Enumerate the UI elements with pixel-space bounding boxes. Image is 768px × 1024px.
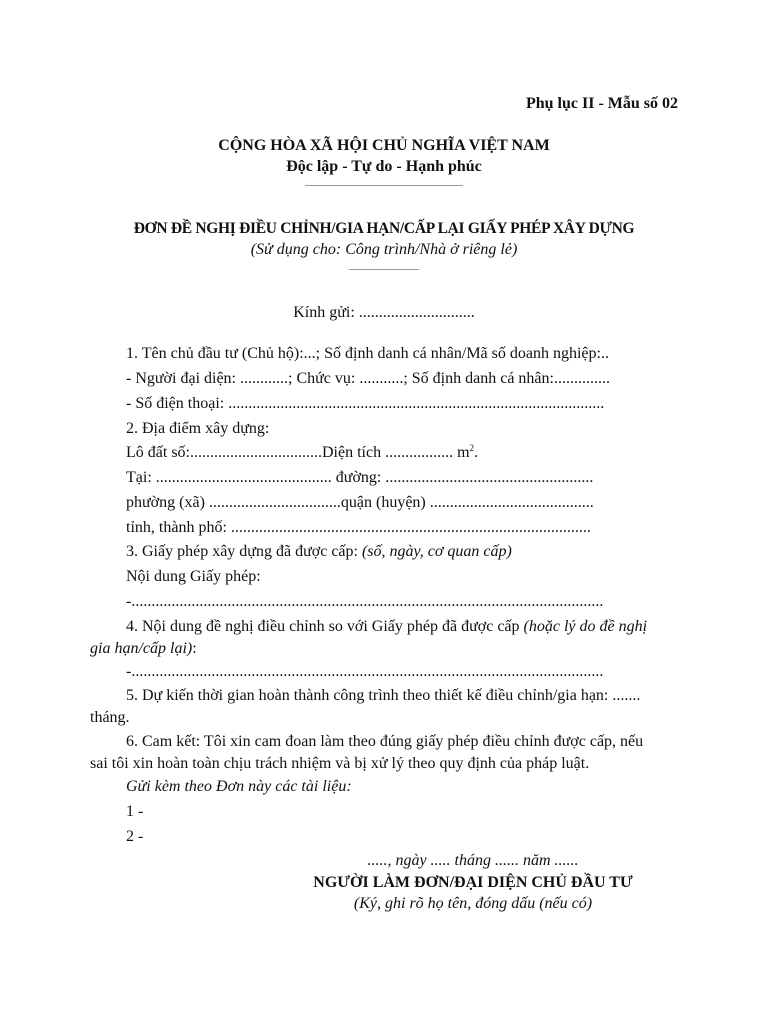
province-line: tỉnh, thành phố: .......................................................................................... bbox=[126, 519, 591, 536]
nation-motto: Độc lập - Tự do - Hạnh phúc bbox=[286, 158, 482, 175]
adjustment-dots: -...................................................................................................................... bbox=[126, 663, 604, 680]
attachment-2: 2 - bbox=[126, 828, 144, 845]
ward-district-line: phường (xã) .................................quận (huyện) ......................................... bbox=[126, 494, 594, 511]
permit-content-dots: -...................................................................................................................... bbox=[126, 593, 604, 610]
form-title: ĐƠN ĐỀ NGHỊ ĐIỀU CHỈNH/GIA HẠN/CẤP LẠI GIẤY PHÉP XÂY DỰNG bbox=[133, 220, 635, 237]
location-heading: 2. Địa điểm xây dựng: bbox=[126, 420, 270, 437]
plot-line: Lô đất số:.................................Diện tích ................. $m^2$. bbox=[126, 443, 479, 461]
phone-line: - Số điện thoại: .............................................................................................. bbox=[126, 395, 605, 412]
signature-note: (Ký, ghi rõ họ tên, đóng dấu (nếu có) bbox=[353, 895, 593, 912]
attachments-label: Gửi kèm theo Đơn này các tài liệu: bbox=[126, 778, 352, 795]
subtitle-underline bbox=[349, 269, 419, 270]
motto-underline bbox=[305, 185, 463, 186]
permit-line: 3. Giấy phép xây dựng đã được cấp: (số, ngày, cơ quan cấp) bbox=[126, 543, 512, 560]
recipient-line: Kính gửi: ............................. bbox=[293, 304, 475, 321]
address-line: Tại: ............................................ đường: .................................................... bbox=[126, 469, 594, 486]
signature-date: ....., ngày ..... tháng ...... năm ...... bbox=[367, 852, 579, 869]
commitment-paragraph: 6. Cam kết: Tôi xin cam đoan làm theo đúng giấy phép điều chỉnh được cấp, nếu sai tôi xin hoàn toàn chịu trách nhiệm và bị xử lý theo quy định của pháp luật. bbox=[90, 733, 644, 772]
form-subtitle: (Sử dụng cho: Công trình/Nhà ở riêng lẻ) bbox=[250, 241, 518, 258]
owner-line: 1. Tên chủ đầu tư (Chủ hộ):...; Số định danh cá nhân/Mã số doanh nghiệp:.. bbox=[126, 345, 609, 362]
nation-name: CỘNG HÒA XÃ HỘI CHỦ NGHĨA VIỆT NAM bbox=[218, 137, 550, 154]
permit-content-label: Nội dung Giấy phép: bbox=[126, 568, 261, 585]
signature-title: NGƯỜI LÀM ĐƠN/ĐẠI DIỆN CHỦ ĐẦU TƯ bbox=[313, 874, 633, 891]
appendix-label: Phụ lục II - Mẫu số 02 bbox=[525, 95, 678, 112]
attachment-1: 1 - bbox=[126, 803, 144, 820]
adjustment-paragraph: 4. Nội dung đề nghị điều chỉnh so với Giấy phép đã được cấp (hoặc lý do đề nghị gia hạn/cấp lại): bbox=[90, 618, 648, 657]
completion-paragraph: 5. Dự kiến thời gian hoàn thành công trình theo thiết kế điều chỉnh/gia hạn: ....... tháng. bbox=[90, 687, 641, 726]
representative-line: - Người đại diện: ............; Chức vụ: ...........; Số định danh cá nhân:.............. bbox=[126, 370, 610, 387]
